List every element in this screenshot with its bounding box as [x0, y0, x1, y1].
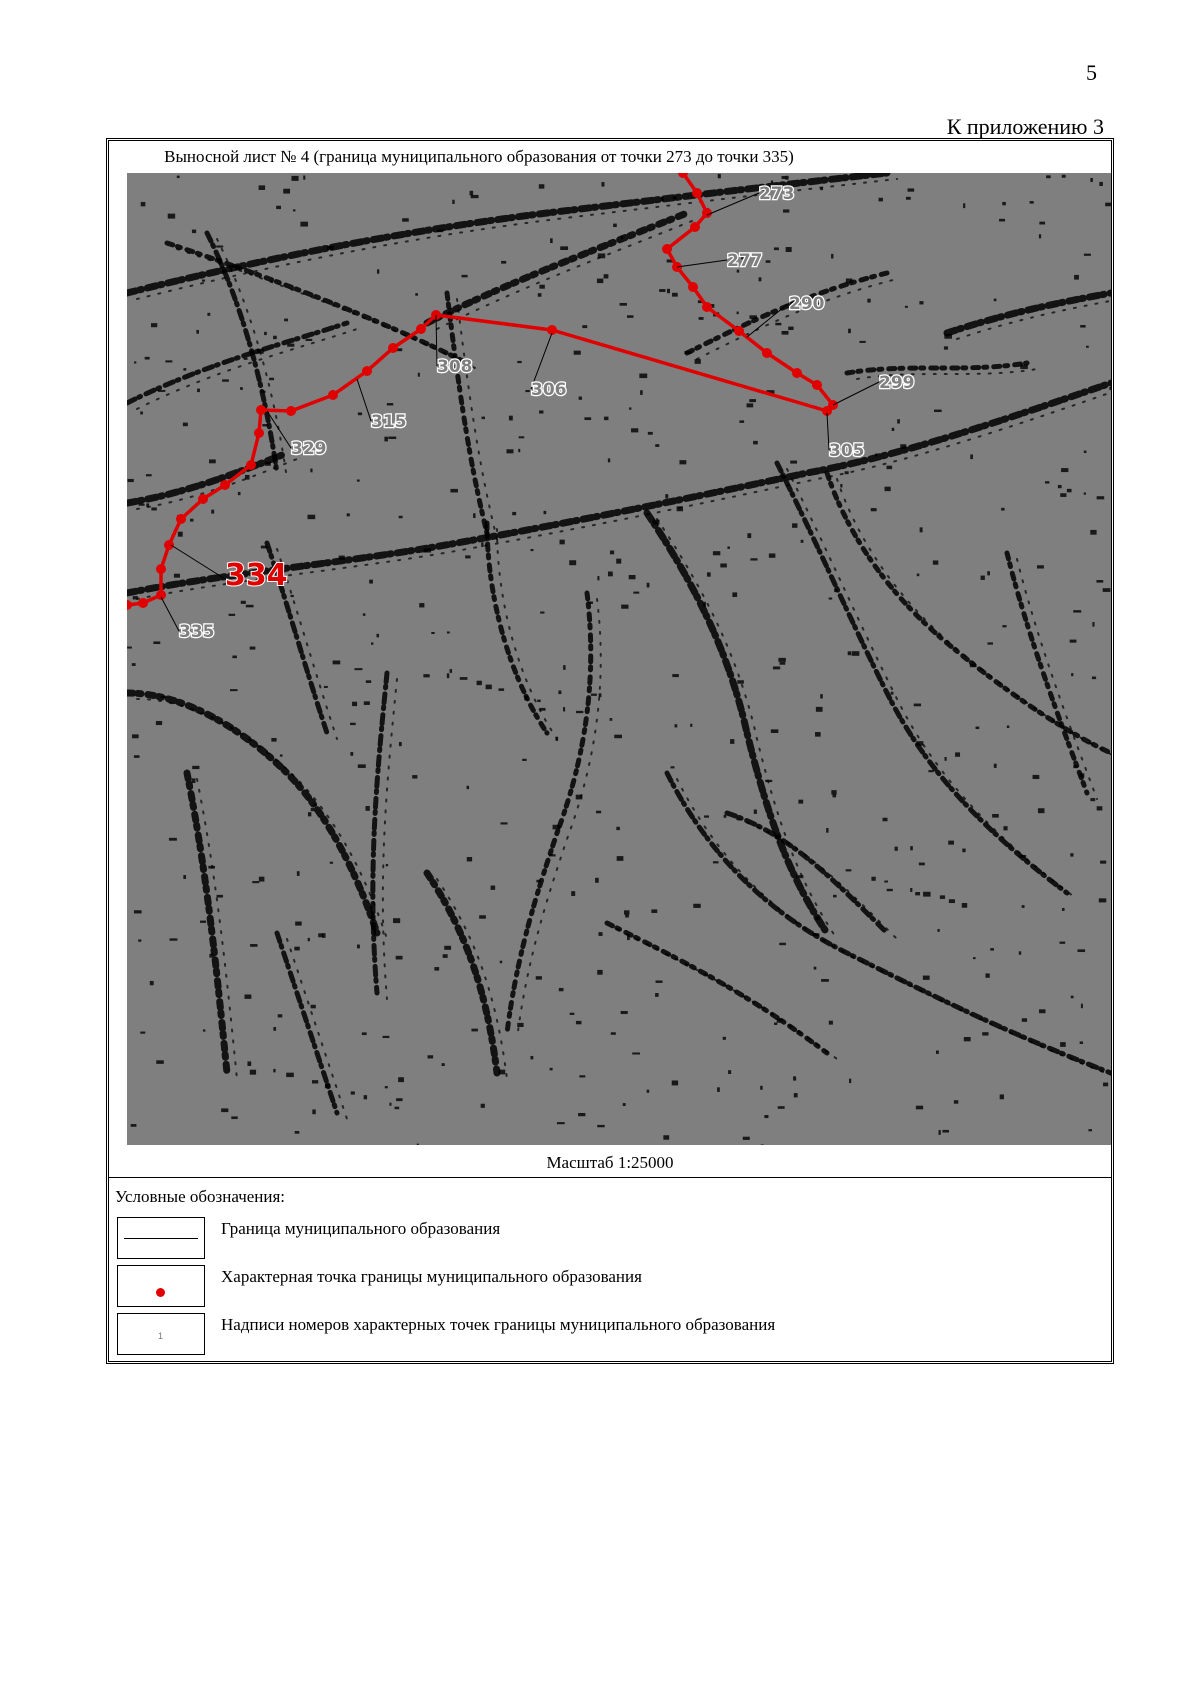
point-label-308: 308	[437, 357, 473, 377]
sheet-title: Выносной лист № 4 (граница муниципального образования от точки 273 до точки 335)	[164, 147, 794, 166]
relief-shading	[127, 173, 1111, 1145]
point-label-335: 335	[179, 622, 215, 642]
legend-item-boundary-point	[117, 1265, 1107, 1311]
point-label-290: 290	[789, 294, 825, 314]
page-number: 5	[1086, 60, 1097, 85]
appendix-label: К приложению 3	[946, 114, 1104, 139]
point-label-277: 277	[727, 251, 763, 271]
map-sheet-frame	[106, 138, 1114, 1364]
red-dot-icon	[156, 1288, 165, 1297]
boundary-line-symbol	[124, 1238, 198, 1239]
point-label-305: 305	[829, 441, 865, 461]
legend-swatch-line	[117, 1217, 205, 1259]
map-scale: Масштаб 1:25000	[546, 1153, 674, 1172]
point-label-299: 299	[879, 373, 915, 393]
legend-label: Граница муниципального образования	[221, 1219, 501, 1238]
legend-title: Условные обозначения:	[115, 1187, 286, 1206]
point-label-273: 273	[759, 184, 795, 204]
point-label-329: 329	[291, 439, 327, 459]
point-label-306: 306	[531, 380, 567, 400]
point-label-315: 315	[371, 412, 407, 432]
relief-map	[127, 173, 1111, 1145]
point-labels	[161, 184, 915, 642]
legend-swatch-number	[117, 1313, 205, 1355]
legend-item-point-number	[117, 1313, 1107, 1359]
legend-swatch-dot	[117, 1265, 205, 1307]
map-area[interactable]	[127, 173, 1111, 1145]
point-number-sample: 1	[158, 1331, 164, 1341]
legend-label: Надписи номеров характерных точек границы муниципального образования	[221, 1315, 776, 1334]
legend-label: Характерная точка границы муниципального образования	[221, 1267, 642, 1286]
legend-divider	[109, 1177, 1111, 1178]
legend-item-boundary-line	[117, 1217, 1107, 1263]
point-label-334: 334	[225, 558, 288, 593]
